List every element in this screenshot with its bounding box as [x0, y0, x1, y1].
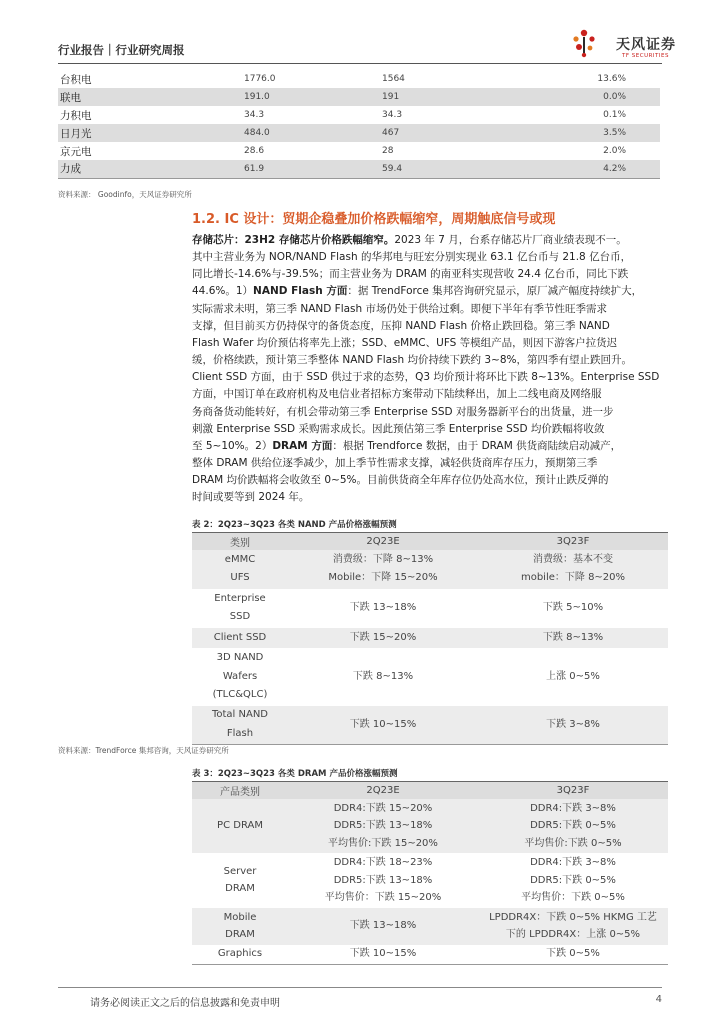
bold-text: NAND Flash 方面	[253, 285, 348, 298]
body-text: ：根据 Trendforce 数据，由于 DRAM 供货商陆续启动减产，	[332, 439, 622, 452]
table-row	[58, 160, 660, 178]
category-cell	[192, 853, 288, 908]
paragraph-line	[192, 386, 668, 403]
table-row	[58, 106, 660, 124]
paragraph-line	[192, 283, 668, 300]
q3-value-cell	[478, 853, 668, 908]
value-cell: 0.1%	[603, 110, 626, 120]
paragraph-line	[192, 421, 668, 438]
cell-line: Mobile：下降 15~20%	[328, 572, 438, 583]
cell-line: 下跌 13~18%	[349, 920, 417, 932]
category-cell	[192, 945, 288, 965]
disclaimer-text: 请务必阅读正文之后的信息披露和免责申明	[90, 998, 280, 1009]
paragraph-line	[192, 369, 668, 386]
cell-line: DRAM	[225, 929, 255, 940]
value-cell: 59.4	[328, 160, 478, 178]
cell-line: Wafers	[222, 670, 258, 682]
cell-line: SSD	[229, 611, 251, 622]
paragraph-line	[192, 335, 668, 352]
cell-line: Mobile	[223, 911, 257, 923]
cell-line: DDR4:下跌 15~20%	[333, 802, 433, 814]
column-header: 3Q23F	[478, 782, 668, 799]
company-name-cell: 台积电	[60, 73, 92, 86]
q3-value-cell	[478, 648, 668, 706]
q3-value-cell	[478, 706, 668, 745]
category-cell	[192, 799, 288, 854]
cell-line: DDR5:下跌 13~18%	[333, 820, 433, 831]
cell-line: Client SSD	[213, 631, 267, 643]
company-name-cell: 力积电	[60, 109, 92, 122]
cell-line: 消费级：基本不变	[533, 553, 613, 565]
company-name-cell: 联电	[58, 88, 178, 106]
cell-line: Total NAND	[211, 709, 269, 721]
q2-value-cell	[288, 799, 478, 854]
cell-line: Enterprise	[214, 592, 266, 604]
body-text: 务商备货动能转好，有机会带动第三季 Enterprise SSD 对服务器新平台的出货量，进一步	[192, 405, 614, 418]
category-cell	[192, 589, 288, 628]
paragraph-line	[192, 301, 668, 318]
q2-value-cell	[288, 945, 478, 965]
table2-title: 表 2：2Q23~3Q23 各类 NAND 产品价格涨幅预测	[192, 520, 397, 530]
body-text: 整体 DRAM 供给位逐季减少，加上季节性需求支撑，减轻供货商库存压力，预期第三季	[192, 457, 598, 470]
cell-line: 下跌 10~15%	[349, 948, 417, 960]
cell-line: (TLC&QLC)	[212, 689, 268, 700]
cell-line: LPDDR4X：下跌 0~5% HKMG 工艺	[489, 911, 657, 923]
body-text: 刺激 Enterprise SSD 采购需求成长。因此预估第三季 Enterprise SSD 均价跌幅将收敛	[192, 422, 605, 435]
section-title: 1.2. IC 设计：贸期企稳叠加价格跌幅缩窄，周期触底信号或现	[192, 212, 556, 227]
table1-source: 资料来源： Goodinfo，天风证券研究所	[58, 190, 192, 199]
value-cell: 191.0	[178, 88, 328, 106]
body-text: 时间或要等到 2024 年。	[192, 491, 310, 504]
cell-line: DDR5:下跌 13~18%	[333, 874, 433, 886]
table-row	[192, 799, 668, 854]
company-name-cell: 京元电	[60, 145, 92, 158]
value-cell: 191	[328, 88, 478, 106]
column-header: 2Q23E	[288, 533, 478, 550]
cell-line: 平均售价：下跌 15~20%	[324, 892, 442, 903]
paragraph-line	[192, 266, 668, 283]
value-cell: 2.0%	[603, 146, 626, 156]
category-cell	[192, 706, 288, 745]
body-text: DRAM 均价跌幅将会收敛至 0~5%。目前供货商全年库存位仍处高水位，预计止跌反弹的	[192, 474, 609, 487]
table-row	[58, 124, 660, 142]
body-text: 同比增长-14.6%与-39.5%；而主营业务为 DRAM 的南亚科实现营收 24.4 亿台币，同比下跌	[192, 268, 629, 281]
cell-line: PC DRAM	[217, 820, 263, 831]
table-row	[192, 945, 668, 965]
cell-line: DDR5:下跌 0~5%	[530, 874, 616, 886]
value-cell: 467	[328, 124, 478, 142]
section-paragraph	[192, 232, 668, 507]
bold-text: DRAM 方面	[272, 439, 333, 452]
logo-subtitle: TF SECURITIES	[622, 53, 669, 59]
nand-price-table	[192, 532, 668, 745]
cell-line: mobile：下降 8~20%	[520, 572, 626, 583]
value-cell: 1564	[382, 74, 405, 84]
cell-line: DRAM	[225, 883, 255, 895]
column-header: 2Q23E	[288, 782, 478, 799]
table-row	[192, 628, 668, 649]
q3-value-cell	[478, 589, 668, 628]
q3-value-cell	[478, 550, 668, 589]
bold-text: 存储芯片：23H2 存储芯片价格跌幅缩窄。	[192, 234, 395, 246]
cell-line: 平均售价:下跌 15~20%	[328, 837, 438, 849]
cell-line: Server	[223, 865, 257, 877]
cell-line: 平均售价:下跌 0~5%	[524, 837, 622, 849]
paragraph-line	[192, 318, 668, 335]
table-row	[192, 706, 668, 745]
table-row	[58, 88, 660, 106]
q2-value-cell	[288, 628, 478, 649]
cell-line: Flash	[226, 727, 254, 739]
value-cell: 61.9	[178, 160, 328, 178]
revenue-table	[58, 70, 660, 179]
value-cell: 1776.0	[244, 74, 276, 84]
body-text: 缓，价格续跌，预计第三季整体 NAND Flash 均价持续下跌约 3~8%，第四季有望止跌回升。	[192, 354, 632, 367]
value-cell: 34.3	[382, 110, 403, 120]
q2-value-cell	[288, 550, 478, 589]
cell-line: 下跌 10~15%	[349, 718, 417, 730]
table-row	[192, 589, 668, 628]
value-cell: 4.2%	[478, 160, 660, 178]
paragraph-line	[192, 404, 668, 421]
column-header: 类别	[192, 533, 288, 550]
table-header-row	[192, 533, 668, 550]
cell-line: 3D NAND	[216, 652, 264, 663]
cell-line: 下跌 3~8%	[546, 718, 600, 730]
category-cell	[192, 628, 288, 649]
cell-line: 平均售价：下跌 0~5%	[521, 892, 625, 903]
table-row	[192, 908, 668, 945]
cell-line: 下跌 13~18%	[349, 601, 417, 613]
cell-line: Graphics	[217, 948, 263, 960]
q3-value-cell	[478, 945, 668, 965]
paragraph-line	[192, 232, 668, 249]
paragraph-line	[192, 352, 668, 369]
value-cell: 28.6	[244, 146, 265, 156]
cell-line: 上涨 0~5%	[546, 670, 600, 682]
body-text: 2023 年 7 月，台系存储芯片厂商业绩表现不一。	[394, 234, 627, 246]
body-text: 44.6%。1）	[192, 285, 254, 298]
table-header-row	[192, 782, 668, 799]
q3-value-cell	[478, 628, 668, 649]
table-row	[192, 648, 668, 706]
page-number: 4	[655, 994, 662, 1005]
cell-line: DDR4:下跌 3~8%	[530, 857, 616, 868]
cell-line: DDR4:下跌 18~23%	[333, 857, 433, 868]
column-header: 3Q23F	[478, 533, 668, 550]
category-cell	[192, 550, 288, 589]
category-cell	[192, 908, 288, 945]
table-row	[192, 550, 668, 589]
body-text: Flash Wafer 均价预估将率先上涨；SSD、eMMC、UFS 等模组产品，则因下游客户拉货迟	[192, 336, 618, 349]
cell-line: 下跌 8~13%	[352, 670, 414, 682]
column-header: 产品类别	[192, 782, 288, 799]
cell-line: 下跌 0~5%	[546, 948, 600, 960]
header-divider	[58, 63, 662, 64]
body-text: 至 5~10%。2）	[192, 439, 273, 452]
cell-line: DDR4:下跌 3~8%	[530, 802, 616, 814]
report-header: 行业报告｜行业研究周报	[58, 43, 185, 57]
body-text: Client SSD 方面，由于 SSD 供过于求的态势，Q3 均价预计将环比下跌 8~13%。Enterprise SSD	[192, 371, 660, 384]
q2-value-cell	[288, 589, 478, 628]
table-row	[58, 70, 660, 88]
paragraph-line	[192, 472, 668, 489]
dram-price-table	[192, 781, 668, 965]
q3-value-cell	[478, 799, 668, 854]
table-row	[192, 853, 668, 908]
company-name-cell: 日月光	[58, 124, 178, 142]
table-row	[58, 142, 660, 160]
body-text: 实际需求未明，第三季 NAND Flash 市场仍处于供给过剩。即便下半年有季节性旺季需求	[192, 302, 608, 315]
table3-title: 表 3：2Q23~3Q23 各类 DRAM 产品价格涨幅预测	[192, 769, 398, 779]
footer-divider	[58, 987, 662, 988]
paragraph-line	[192, 455, 668, 472]
body-text: ：据 TrendForce 集邦咨询研究显示，原厂减产幅度持续扩大，	[347, 285, 643, 298]
cell-line: DDR5:下跌 0~5%	[530, 820, 616, 831]
cell-line: 下跌 5~10%	[542, 601, 604, 613]
cell-line: 下的 LPDDR4X：上涨 0~5%	[505, 929, 641, 940]
table2-source: 资料来源：TrendForce 集邦咨询，天风证券研究所	[58, 746, 229, 755]
q2-value-cell	[288, 908, 478, 945]
q2-value-cell	[288, 853, 478, 908]
value-cell: 3.5%	[478, 124, 660, 142]
cell-line: eMMC	[224, 553, 256, 565]
body-text: 其中主营业务为 NOR/NAND Flash 的华邦电与旺宏分别实现业 63.1 亿台币与 21.8 亿台币，	[192, 251, 632, 264]
cell-line: UFS	[230, 572, 250, 583]
body-text: 支撑，但目前买方仍持保守的备货态度，压抑 NAND Flash 价格止跌回稳。第三季 NAND	[192, 319, 610, 332]
logo-name: 天风证券	[616, 37, 676, 53]
value-cell: 484.0	[178, 124, 328, 142]
q3-value-cell	[478, 908, 668, 945]
body-text: 方面，中国订单在政府机构及电信业者招标方案带动下陆续释出，加上二线电商及网络服	[192, 388, 602, 401]
value-cell: 13.6%	[597, 74, 626, 84]
cell-line: 下跌 8~13%	[542, 631, 604, 643]
cell-line: 下跌 15~20%	[349, 631, 417, 643]
paragraph-line	[192, 438, 668, 455]
q2-value-cell	[288, 648, 478, 706]
value-cell: 0.0%	[478, 88, 660, 106]
cell-line: 消费级：下降 8~13%	[332, 553, 434, 565]
q2-value-cell	[288, 706, 478, 745]
paragraph-line	[192, 489, 668, 506]
paragraph-line	[192, 249, 668, 266]
value-cell: 28	[382, 146, 394, 156]
value-cell: 34.3	[244, 110, 265, 120]
company-name-cell: 力成	[58, 160, 178, 178]
category-cell	[192, 648, 288, 706]
